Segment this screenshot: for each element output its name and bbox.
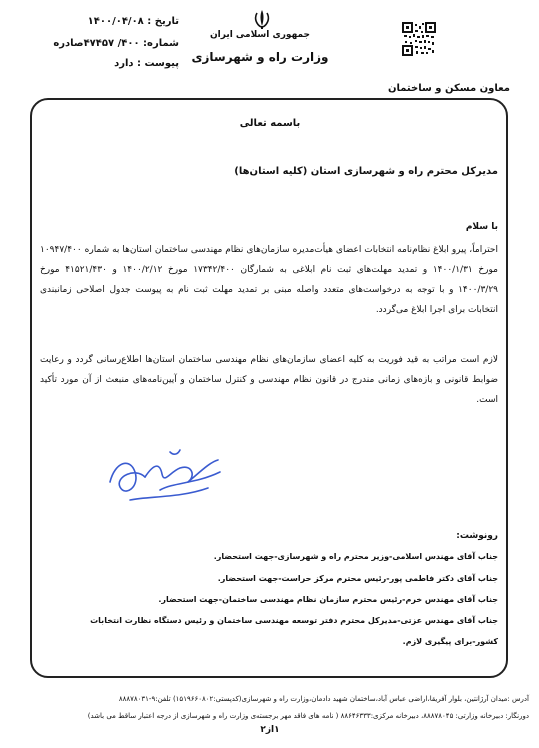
body-paragraph: لازم است مراتب به قید فوریت به کلیه اعضای سازمان‌های نظام مهندسی ساختمان استان‌ها اطلاع‌رسانی گردد و رعایت ضوابط قانونی و بازه‌های زمانی مندرج در قانون نظام مهندسی و کنترل ساختمان و آیین‌نامه‌های منبعث از آن مورد تأکید است. — [40, 355, 498, 405]
footer-address: آدرس :میدان آرژانتین، بلوار آفریقا،اراضی عباس آباد،ساختمان شهید دادمان،وزارت راه و شهرسازی(کدپستی:۱۵۱۹۶۶۰۸۰۲) تلفن:۹-۸۸۸۷۸۰۳۱ — [118, 695, 529, 703]
invocation: باسمه تعالی — [239, 118, 301, 129]
cc-item: جناب آقای دکتر فاطمی پور-رئیس محترم مرکز حراست-جهت استحضار. — [217, 574, 498, 583]
addressee: مدیرکل محترم راه و شهرسازی استان (کلیه استان‌ها) — [234, 166, 498, 177]
signature-image — [100, 442, 240, 512]
ministry-title: وزارت راه و شهرسازی — [191, 50, 329, 64]
cc-item: کشور-برای پیگیری لازم. — [402, 637, 498, 646]
republic-label: جمهوری اسلامی ایران — [209, 30, 311, 40]
letter-date: تاریخ : ۱۴۰۰/۰۴/۰۸ — [87, 16, 179, 27]
cc-item: جناب آقای مهندس اسلامی-وزیر محترم راه و شهرسازی-جهت استحضار. — [213, 552, 498, 561]
cc-item: جناب آقای مهندس عزتی-مدیرکل محترم دفتر توسعه مهندسی ساختمان و رئیس دستگاه نظارت انتخابات — [90, 616, 498, 625]
page-number: ۱از۲ — [260, 725, 280, 735]
body-paragraph: احتراماً، پیرو ابلاغ نظام‌نامه انتخابات اعضای هیأت‌مدیره سازمان‌های نظام مهندسی ساختمان استان‌ها به شماره ۱۰۹۴۷/۴۰۰ مورخ ۱۴۰۰/۱/۳۱ و تمدید مهلت‌های ثبت نام ابلاغی به شمارگان ۱۷۳۴۲/۴۰۰ مورخ ۱۴۰۰/۲/۱۲ و ۴۱۵۲۱/۴۳۰ مورخ ۱۴۰۰/۳/۲۹ و با توجه به درخواست‌های متعدد واصله مبنی بر تمدید مهلت ثبت نام به پیوست جدول اصلاحی زمانبندی انتخابات برای اجرا ابلاغ می‌گردد. — [40, 245, 498, 315]
deputy-title: معاون مسکن و ساختمان — [387, 83, 510, 94]
qr-code-icon — [402, 22, 436, 56]
letter-number: شماره: ۴۰۰/ ۴۷۴۵۷صادره — [53, 38, 179, 49]
greeting: با سلام — [465, 222, 498, 232]
letter-attachment: پیوست : دارد — [114, 58, 179, 69]
cc-title: رونوشت: — [456, 531, 498, 541]
footer-contact: دورنگار: دبیرخانه وزارتی: ۸۸۸۷۸۰۴۵، دبیرخانه مرکزی:۸۸۶۴۶۳۳۳ ( نامه های فاقد مهر برجسته‌ی وزارت راه و شهرسازی از درجه اعتبار ساقط می باشد) — [87, 712, 529, 720]
iran-emblem-icon — [252, 8, 272, 30]
cc-item: جناب آقای مهندس خرم-رئیس محترم سازمان نظام مهندسی ساختمان-جهت استحضار. — [158, 595, 498, 604]
